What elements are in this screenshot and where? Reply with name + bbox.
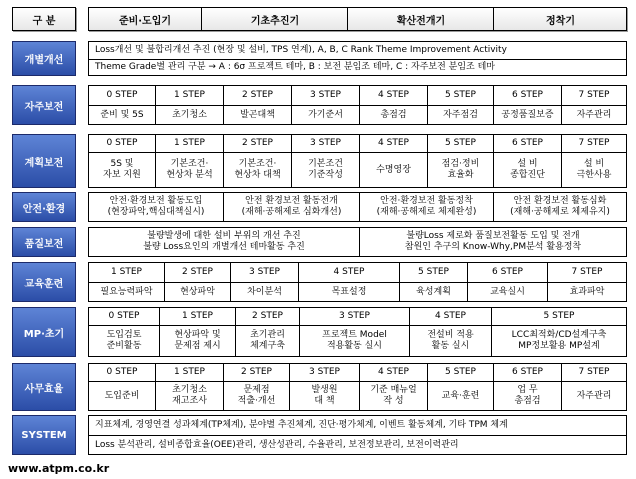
system-line-1: 지표체계, 경영연결 성과체계(TP체계), 분야별 추진체계, 진단·평가체계, 이벤트 활동체계, 기타 TPM 체계 — [95, 420, 508, 430]
samu-step-1: 1 STEP — [155, 364, 223, 381]
phase-4-label: 정착기 — [546, 15, 575, 27]
phase-1-label: 준비·도입기 — [118, 15, 172, 27]
jaju-step-0: 0 STEP — [106, 90, 138, 100]
gaebyeol-line-2: Theme Grade별 관리 구분 → A : 6σ 프로젝트 테마, B : 보전 분임조 테마, C : 자주보전 분임조 테마 — [89, 59, 626, 75]
jaju-step-2: 2 STEP — [223, 86, 291, 105]
gyehoek-item-3: 기본조건 기준작성 — [291, 152, 359, 187]
row-system — [88, 415, 627, 455]
row-mp — [88, 307, 627, 357]
category-label: 계획보전 — [24, 157, 64, 169]
mp-item-2: 초기관리 체계구축 — [235, 325, 299, 356]
jaju-step-7: 7 STEP — [561, 86, 626, 105]
jaju-step-3: 3 STEP — [291, 86, 359, 105]
jaju-step-5: 5 STEP — [427, 86, 493, 105]
samu-item-5: 교육·훈련 — [427, 381, 493, 410]
gyoyuk-step-4: 4 STEP — [298, 263, 399, 282]
gyehoek-item-6: 설 비 종합진단 — [493, 152, 561, 187]
jaju-item-4: 총점검 — [359, 105, 427, 124]
category-label: SYSTEM — [21, 429, 67, 441]
gyoyuk-item-7: 효과파악 — [547, 282, 626, 301]
samu-step-3: 3 STEP — [289, 364, 359, 381]
category-system — [12, 415, 76, 455]
gyehoek-step-1: 1 STEP — [155, 135, 223, 152]
mp-item-3: 프로젝트 Model 적용활동 실시 — [299, 325, 409, 356]
gyehoek-item-0: 5S 및 자보 지원 — [89, 152, 155, 187]
gyoyuk-item-5: 육성계획 — [399, 282, 467, 301]
gyoyuk-item-6: 교육실시 — [467, 282, 547, 301]
gyehoek-item-1: 기본조건· 현상차 분석 — [155, 152, 223, 187]
category-label: 교육훈련 — [24, 278, 64, 290]
row-gaebyeol — [88, 41, 627, 76]
system-line-2: Loss 분석관리, 설비종합효율(OEE)관리, 생산성관리, 수율관리, 보전정보관리, 보전이력관리 — [89, 435, 626, 454]
phase-2-label: 기초추진기 — [250, 15, 300, 27]
phase-header — [88, 7, 627, 31]
gyehoek-step-5: 5 STEP — [427, 135, 493, 152]
jaju-item-0: 준비 및 5S — [89, 105, 155, 124]
gyehoek-item-7: 설 비 극한사용 — [561, 152, 626, 187]
category-samu — [12, 363, 76, 411]
gyoyuk-step-6: 6 STEP — [467, 263, 547, 282]
category-label: 품질보전 — [24, 238, 64, 250]
phase-1 — [89, 8, 201, 30]
mp-step-0: 0 STEP — [108, 311, 140, 321]
row-gyoyuk — [88, 262, 627, 302]
jaju-item-7: 자주관리 — [561, 105, 626, 124]
phase-3-label: 확산전개기 — [396, 15, 446, 27]
mp-item-4: 전설비 적용 활동 실시 — [409, 325, 491, 356]
samu-step-7: 7 STEP — [561, 364, 626, 381]
gyoyuk-item-2: 현상파악 — [164, 282, 230, 301]
row-gyehoek — [88, 134, 627, 188]
gyehoek-step-4: 4 STEP — [359, 135, 427, 152]
category-label: 개별개선 — [24, 55, 64, 66]
gyoyuk-step-2: 2 STEP — [164, 263, 230, 282]
anjeon-item-1: 안전 환경보전 활동전개 (재해·공해제로 심화개선) — [223, 193, 359, 221]
gaebyeol-line-1: Loss개선 및 불합리개선 추진 (현장 및 설비, TPS 연계), A, B, C Rank Theme Improvement Activity — [95, 45, 507, 55]
category-label: 안전·환경 — [22, 203, 66, 215]
gyoyuk-item-4: 목표설정 — [298, 282, 399, 301]
gyoyuk-step-5: 5 STEP — [399, 263, 467, 282]
gyehoek-step-3: 3 STEP — [291, 135, 359, 152]
pumjil-item-0: 불량발생에 대한 설비 부위의 개선 추진 불량 Loss요인의 개별개선 테마활동 추진 — [143, 231, 305, 252]
gyoyuk-item-1: 필요능력파악 — [89, 282, 164, 301]
jaju-item-5: 자주점검 — [427, 105, 493, 124]
jaju-item-2: 발곤대책 — [223, 105, 291, 124]
category-label: 사무효율 — [24, 383, 64, 395]
samu-step-0: 0 STEP — [106, 367, 138, 377]
category-gyehoek — [12, 134, 76, 188]
category-label: MP·초기 — [23, 328, 65, 340]
samu-item-7: 자주관리 — [561, 381, 626, 410]
gyehoek-step-7: 7 STEP — [561, 135, 626, 152]
samu-item-0: 도입준비 — [89, 381, 155, 410]
row-jaju — [88, 85, 627, 125]
row-anjeon — [88, 192, 627, 222]
mp-item-5: LCC최적화/CD설계구축 MP정보활용 MP설계 — [491, 325, 626, 356]
category-mp — [12, 307, 76, 357]
phase-3 — [347, 8, 494, 30]
anjeon-item-0: 안전·환경보전 활동도입 (현장파악,핵심대책실시) — [107, 196, 205, 217]
samu-step-5: 5 STEP — [427, 364, 493, 381]
category-gaebyeol — [12, 41, 76, 76]
samu-step-6: 6 STEP — [493, 364, 561, 381]
samu-step-4: 4 STEP — [359, 364, 427, 381]
phase-4 — [493, 8, 627, 30]
mp-item-0: 도입검토 준비활동 — [89, 325, 159, 356]
pumjil-item-1: 불량Loss 제로화 품질보전활동 도입 및 전개 참원인 추구의 Know-Why,PM분석 활용정착 — [359, 228, 626, 256]
gyehoek-step-6: 6 STEP — [493, 135, 561, 152]
phase-2 — [201, 8, 348, 30]
samu-item-4: 기준 매뉴얼 작 성 — [359, 381, 427, 410]
gyehoek-item-5: 점검·정비 효율화 — [427, 152, 493, 187]
gyoyuk-item-3: 차이분석 — [230, 282, 298, 301]
jaju-step-6: 6 STEP — [493, 86, 561, 105]
anjeon-item-3: 안전 환경보전 활동심화 (재해·공해제로 체제유지) — [493, 193, 626, 221]
samu-item-1: 초기청소 재고조사 — [155, 381, 223, 410]
jaju-item-3: 가기준서 — [291, 105, 359, 124]
samu-step-2: 2 STEP — [223, 364, 289, 381]
footer-url[interactable]: www.atpm.co.kr — [8, 462, 110, 475]
row-pumjil — [88, 227, 627, 257]
mp-step-1: 1 STEP — [159, 308, 235, 325]
samu-item-2: 문제점 적출·개선 — [223, 381, 289, 410]
mp-item-1: 현상파악 및 문제점 제시 — [159, 325, 235, 356]
jaju-step-4: 4 STEP — [359, 86, 427, 105]
gyehoek-step-0: 0 STEP — [106, 138, 138, 148]
category-anjeon — [12, 192, 76, 222]
jaju-item-6: 공정품질보증 — [493, 105, 561, 124]
gyoyuk-step-7: 7 STEP — [547, 263, 626, 282]
category-gyoyuk — [12, 262, 76, 302]
samu-item-3: 발생원 대 책 — [289, 381, 359, 410]
mp-step-3: 3 STEP — [299, 308, 409, 325]
gyoyuk-step-1: 1 STEP — [111, 267, 142, 277]
row-samu — [88, 363, 627, 411]
category-jaju — [12, 85, 76, 125]
anjeon-item-2: 안전·환경보전 활동정착 (재해·공해제로 체제완성) — [359, 193, 493, 221]
gyehoek-step-2: 2 STEP — [223, 135, 291, 152]
category-header — [12, 7, 76, 31]
mp-step-5: 5 STEP — [491, 308, 626, 325]
jaju-item-1: 초기청소 — [155, 105, 223, 124]
category-header-label: 구 분 — [32, 15, 56, 27]
gyehoek-item-4: 수명영장 — [359, 152, 427, 187]
category-pumjil — [12, 227, 76, 257]
samu-item-6: 업 무 총점검 — [493, 381, 561, 410]
mp-step-2: 2 STEP — [235, 308, 299, 325]
category-label: 자주보전 — [24, 101, 64, 113]
mp-step-4: 4 STEP — [409, 308, 491, 325]
gyoyuk-step-3: 3 STEP — [230, 263, 298, 282]
gyehoek-item-2: 기본조건· 현상차 대책 — [223, 152, 291, 187]
jaju-step-1: 1 STEP — [155, 86, 223, 105]
